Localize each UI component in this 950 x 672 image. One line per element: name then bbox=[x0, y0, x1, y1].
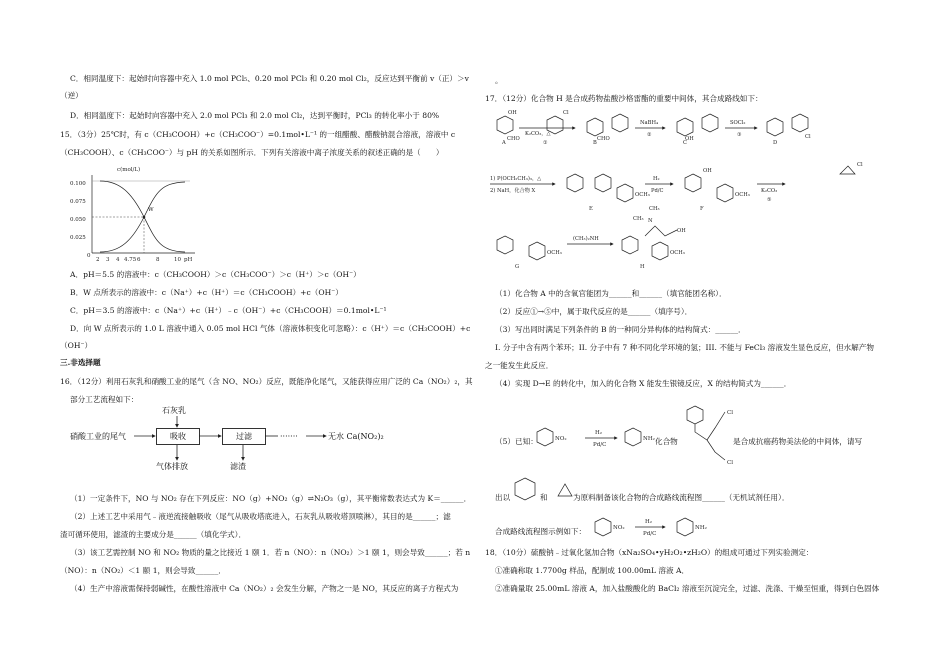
stray-dot: 。 bbox=[495, 76, 503, 85]
cond-5b: Pd/C bbox=[651, 188, 664, 194]
ring-b bbox=[587, 118, 603, 136]
q17-part5-compound: 化合物 bbox=[655, 437, 678, 446]
graph-ytick: 0.025 bbox=[70, 235, 86, 241]
graph-ytick: 0.075 bbox=[70, 199, 86, 205]
q17-part5-from: 出以 bbox=[495, 493, 511, 502]
cond-4a: 1) P(OCH₂CH₃)₃，△ bbox=[490, 176, 542, 182]
ring-f2 bbox=[717, 184, 733, 202]
h2-label: H₂ bbox=[595, 430, 603, 436]
ring-d bbox=[767, 118, 783, 136]
flow-absorb-box: 吸收 bbox=[156, 428, 200, 445]
label-c: C bbox=[683, 140, 687, 146]
graph-xtick: 10 bbox=[174, 257, 181, 263]
q17-known-reaction bbox=[535, 398, 905, 468]
ring-b2 bbox=[612, 114, 628, 132]
ome-e: OCH₃ bbox=[635, 192, 650, 198]
q16-stem-cont: 部分工艺流程如下： bbox=[70, 395, 139, 404]
label-h: H bbox=[640, 264, 645, 270]
ring-a bbox=[497, 116, 513, 134]
step-5: ⑤ bbox=[767, 197, 772, 203]
q14-option-d: D．相同温度下：起始时向容器中充入 2.0 mol PCl₃ 和 2.0 mol Cl₂，达到平衡时，PCl₃ 的转化率小于 80% bbox=[70, 111, 440, 120]
q16-part2-cont: 渣可循环使用，滤渣的主要成分是______（填化学式）． bbox=[60, 530, 247, 539]
example-no2: NO₂ bbox=[613, 525, 625, 531]
cond-2: NaBH₄ bbox=[640, 120, 659, 126]
label-a: A bbox=[502, 140, 506, 146]
label-b: B bbox=[593, 140, 597, 146]
q15-graph bbox=[60, 163, 210, 268]
graph-point-label: W bbox=[148, 207, 154, 213]
ch3-h2: CH₃ bbox=[649, 206, 660, 212]
cho-b: CHO bbox=[597, 136, 610, 142]
q15-stem: 15．（3分）25℃时，有 c（CH₃COOH）+c（CH₃COO⁻）=0.1mol•L⁻¹ 的一组醋酸、醋酸钠混合溶液，溶液中 c bbox=[60, 130, 456, 139]
nitrobenzene-ring bbox=[537, 428, 553, 446]
flow-arrows bbox=[60, 404, 460, 484]
cond-6: K₂CO₃ bbox=[761, 188, 778, 194]
ring-e3 bbox=[617, 184, 633, 202]
target-ring bbox=[687, 406, 703, 424]
q17-part5-desc: 是合成抗癌药物美法伦的中间体，请写 bbox=[733, 437, 863, 446]
section-title: 三.非选择题 bbox=[60, 358, 101, 367]
cl-reagent: Cl bbox=[563, 110, 569, 116]
q14-option-c: C．相同温度下：起始时向容器中充入 1.0 mol PCl₅、0.20 mol PCl₃ 和 0.20 mol Cl₂，反应达到平衡前 v（正）＞v bbox=[70, 74, 469, 83]
q17-part5: （5）已知： bbox=[495, 437, 538, 446]
pdc-label: Pd/C bbox=[593, 442, 607, 448]
target-chain1 bbox=[695, 412, 725, 440]
step-3: ③ bbox=[737, 132, 742, 138]
q16-part3: （3）该工艺需控制 NO 和 NO₂ 物质的量之比接近 1 颐 1．若 n（NO）：n（NO₂）＞1 颐 1，则会导致______；若 n bbox=[70, 548, 471, 557]
ring-h bbox=[622, 236, 638, 254]
flow-product: 无水 Ca(NO₂)₂ bbox=[328, 432, 384, 441]
graph-ytick: 0 bbox=[87, 253, 91, 259]
label-g: G bbox=[515, 264, 520, 270]
graph-ytick: 0.100 bbox=[70, 181, 86, 187]
graph-ytick: 0.050 bbox=[70, 217, 86, 223]
cl-epoxide: Cl bbox=[857, 162, 863, 168]
ring-g bbox=[497, 236, 513, 254]
q16-stem: 16．（12分）利用石灰乳和硝酸工业的尾气（含 NO、NO₂）反应，既能净化尾气，又能获得应用广泛的 Ca（NO₂）₂，其 bbox=[60, 377, 473, 386]
nh2-label: NH₂ bbox=[643, 436, 655, 442]
oh-f: OH bbox=[703, 168, 712, 174]
q17-example-label: 合成路线流程图示例如下： bbox=[495, 527, 587, 536]
q17-part3: （3）写出同时满足下列条件的 B 的一种同分异构体的结构简式：______． bbox=[495, 325, 746, 334]
q15-option-b: B．W 点所表示的溶液中：c（Na⁺）+c（H⁺）＝c（CH₃COOH）+c（OH⁻） bbox=[70, 288, 343, 297]
q17-stem: 17．（12分）化合物 H 是合成药物盐酸沙格雷酯的重要中间体，其合成路线如下： bbox=[485, 94, 763, 103]
graph-curve-acid bbox=[100, 181, 185, 252]
example-pdc: Pd/C bbox=[643, 531, 657, 537]
graph-xtick: 6 bbox=[137, 257, 141, 263]
graph-xlabel: pH bbox=[184, 257, 193, 263]
flow-filter-box: 过滤 bbox=[222, 428, 266, 445]
q16-part4: （4）生产中溶液需保持弱碱性，在酸性溶液中 Ca（NO₂）₂ 会发生分解，产物之一是 NO，其反应的离子方程式为 bbox=[70, 584, 459, 593]
q17-part4: （4）实现 D→E 的转化中，加入的化合物 X 能发生银镜反应，X 的结构简式为______． bbox=[495, 379, 792, 388]
cl-d: Cl bbox=[805, 134, 811, 140]
benzene-ring bbox=[515, 478, 535, 500]
q18-step2: ②准确量取 25.00mL 溶液 A，加入盐酸酸化的 BaCl₂ 溶液至沉淀完全，过滤、洗涤、干燥至恒重，得到白色固体 bbox=[495, 584, 880, 593]
ome-f: OCH₃ bbox=[735, 192, 750, 198]
graph-ylabel: c(mol/L) bbox=[117, 167, 141, 173]
example-h2: H₂ bbox=[645, 519, 653, 525]
cond-7: (CH₃)₂NH bbox=[573, 236, 599, 242]
graph-xtick: 4.75 bbox=[124, 257, 137, 263]
q15-option-d: D．向 W 点所表示的 1.0 L 溶液中通入 0.05 mol HCl 气体（溶液体积变化可忽略）：c（H⁺）＝c（CH₃COOH）+c bbox=[70, 324, 471, 333]
q14-option-c-cont: （逆） bbox=[60, 91, 83, 100]
q18-step1: ①准确称取 1.7700g 样品，配制成 100.00mL 溶液 A． bbox=[495, 566, 690, 575]
step-2: ② bbox=[647, 132, 652, 138]
graph-xtick: 8 bbox=[156, 257, 160, 263]
example-nh2: NH₂ bbox=[695, 525, 707, 531]
ring-c bbox=[677, 118, 693, 136]
oh-h: OH bbox=[677, 228, 686, 234]
ch3-h1: CH₃ bbox=[633, 216, 644, 222]
q16-part1: （1）一定条件下，NO 与 NO₂ 存在下列反应：NO（g）+NO₂（g）⇌N₂O₃（g），其平衡常数表达式为 K＝______． bbox=[70, 494, 472, 503]
q17-part5-and: 和 bbox=[540, 493, 548, 502]
label-f: F bbox=[700, 206, 704, 212]
ring-e bbox=[567, 174, 583, 192]
cl-top: Cl bbox=[727, 410, 733, 416]
flow-lime: 石灰乳 bbox=[162, 406, 186, 415]
aniline-ring bbox=[625, 428, 641, 446]
q18-stem: 18．（10分）硫酸钠﹣过氧化氢加合物（xNa₂SO₄•yH₂O₂•zH₂O）的组成可通过下列实验测定： bbox=[485, 548, 814, 557]
flow-gas-out: 气体排放 bbox=[156, 462, 188, 471]
q15-stem-cont: （CH₃COOH）、c（CH₃COO⁻）与 pH 的关系如图所示．下列有关溶液中离子浓度关系的叙述正确的是（ ） bbox=[60, 148, 444, 157]
q17-part3-cond-cont: 之一能发生此反应． bbox=[485, 361, 554, 370]
no2-label: NO₂ bbox=[555, 436, 567, 442]
label-e: E bbox=[589, 206, 593, 212]
ring-g2 bbox=[529, 242, 545, 260]
q17-part3-cond: I. 分子中含有两个苯环；II. 分子中有 7 种不同化学环境的氢；III. 不能与 FeCl₃ 溶液发生显色反应，但水解产物 bbox=[495, 343, 874, 352]
flow-residue: 滤渣 bbox=[230, 462, 246, 471]
oh-c: OH bbox=[685, 136, 694, 142]
graph-xtick: 2 bbox=[96, 257, 100, 263]
ethylene-oxide bbox=[558, 484, 572, 496]
q16-part2: （2）上述工艺中采用气﹣液逆流接触吸收（尾气从吸收塔底进入，石灰乳从吸收塔顶喷淋），其目的是______；滤 bbox=[70, 512, 451, 521]
q15-option-a: A．pH＝5.5 的溶液中：c（CH₃COOH）＞c（CH₃COO⁻）＞c（H⁺）＞c（OH⁻） bbox=[70, 270, 361, 279]
q15-option-d-cont: （OH⁻） bbox=[60, 341, 93, 350]
graph-xtick: 3 bbox=[106, 257, 110, 263]
ome-g: OCH₃ bbox=[547, 250, 562, 256]
cond-3: SOCl₂ bbox=[730, 120, 746, 126]
q16-flowchart bbox=[60, 404, 460, 484]
q17-example-scheme bbox=[593, 512, 763, 542]
ring-e2 bbox=[595, 174, 611, 192]
flow-tail-gas: 硝酸工业的尾气 bbox=[70, 432, 126, 441]
flow-dots: ······· bbox=[280, 432, 298, 441]
step-1: ① bbox=[543, 140, 548, 146]
graph-point-w bbox=[143, 216, 146, 219]
epoxide bbox=[840, 166, 855, 174]
cho-a: CHO bbox=[507, 136, 520, 142]
ring-c2 bbox=[702, 114, 718, 132]
ome-h: OCH₃ bbox=[670, 250, 685, 256]
q17-part2: （2）反应①→⑤中，属于取代反应的是______（填序号）． bbox=[495, 307, 693, 316]
oh-a: OH bbox=[508, 110, 517, 116]
cond-4b: 2) NaH，化合物 X bbox=[490, 188, 536, 194]
graph-xtick: 4 bbox=[116, 257, 120, 263]
target-chain2 bbox=[707, 440, 725, 460]
ring-f bbox=[685, 174, 701, 192]
cond-5: H₂ bbox=[653, 176, 660, 182]
q17-synthesis-scheme bbox=[485, 104, 905, 274]
cond-1: K₂CO₃，△ bbox=[525, 131, 551, 137]
q17-part5-task: 为原料制备该化合物的合成路线流程图______（无机试剂任用）． bbox=[573, 493, 790, 502]
q16-part3-cont: （NO）：n（NO₂）＜1 颐 1，则会导致______． bbox=[60, 566, 226, 575]
q15-option-c: C．pH＝3.5 的溶液中：c（Na⁺）+c（H⁺）﹣c（OH⁻）+c（CH₃COOH）＝0.1mol•L⁻¹ bbox=[70, 306, 387, 315]
ring-h2 bbox=[652, 242, 668, 260]
nme-h: N bbox=[648, 218, 653, 224]
ring-d2 bbox=[792, 114, 808, 132]
q17-part1: （1）化合物 A 中的含氧官能团为______和______（填官能团名称）． bbox=[495, 289, 727, 298]
label-d: D bbox=[773, 140, 778, 146]
cl-bottom: Cl bbox=[727, 460, 733, 466]
